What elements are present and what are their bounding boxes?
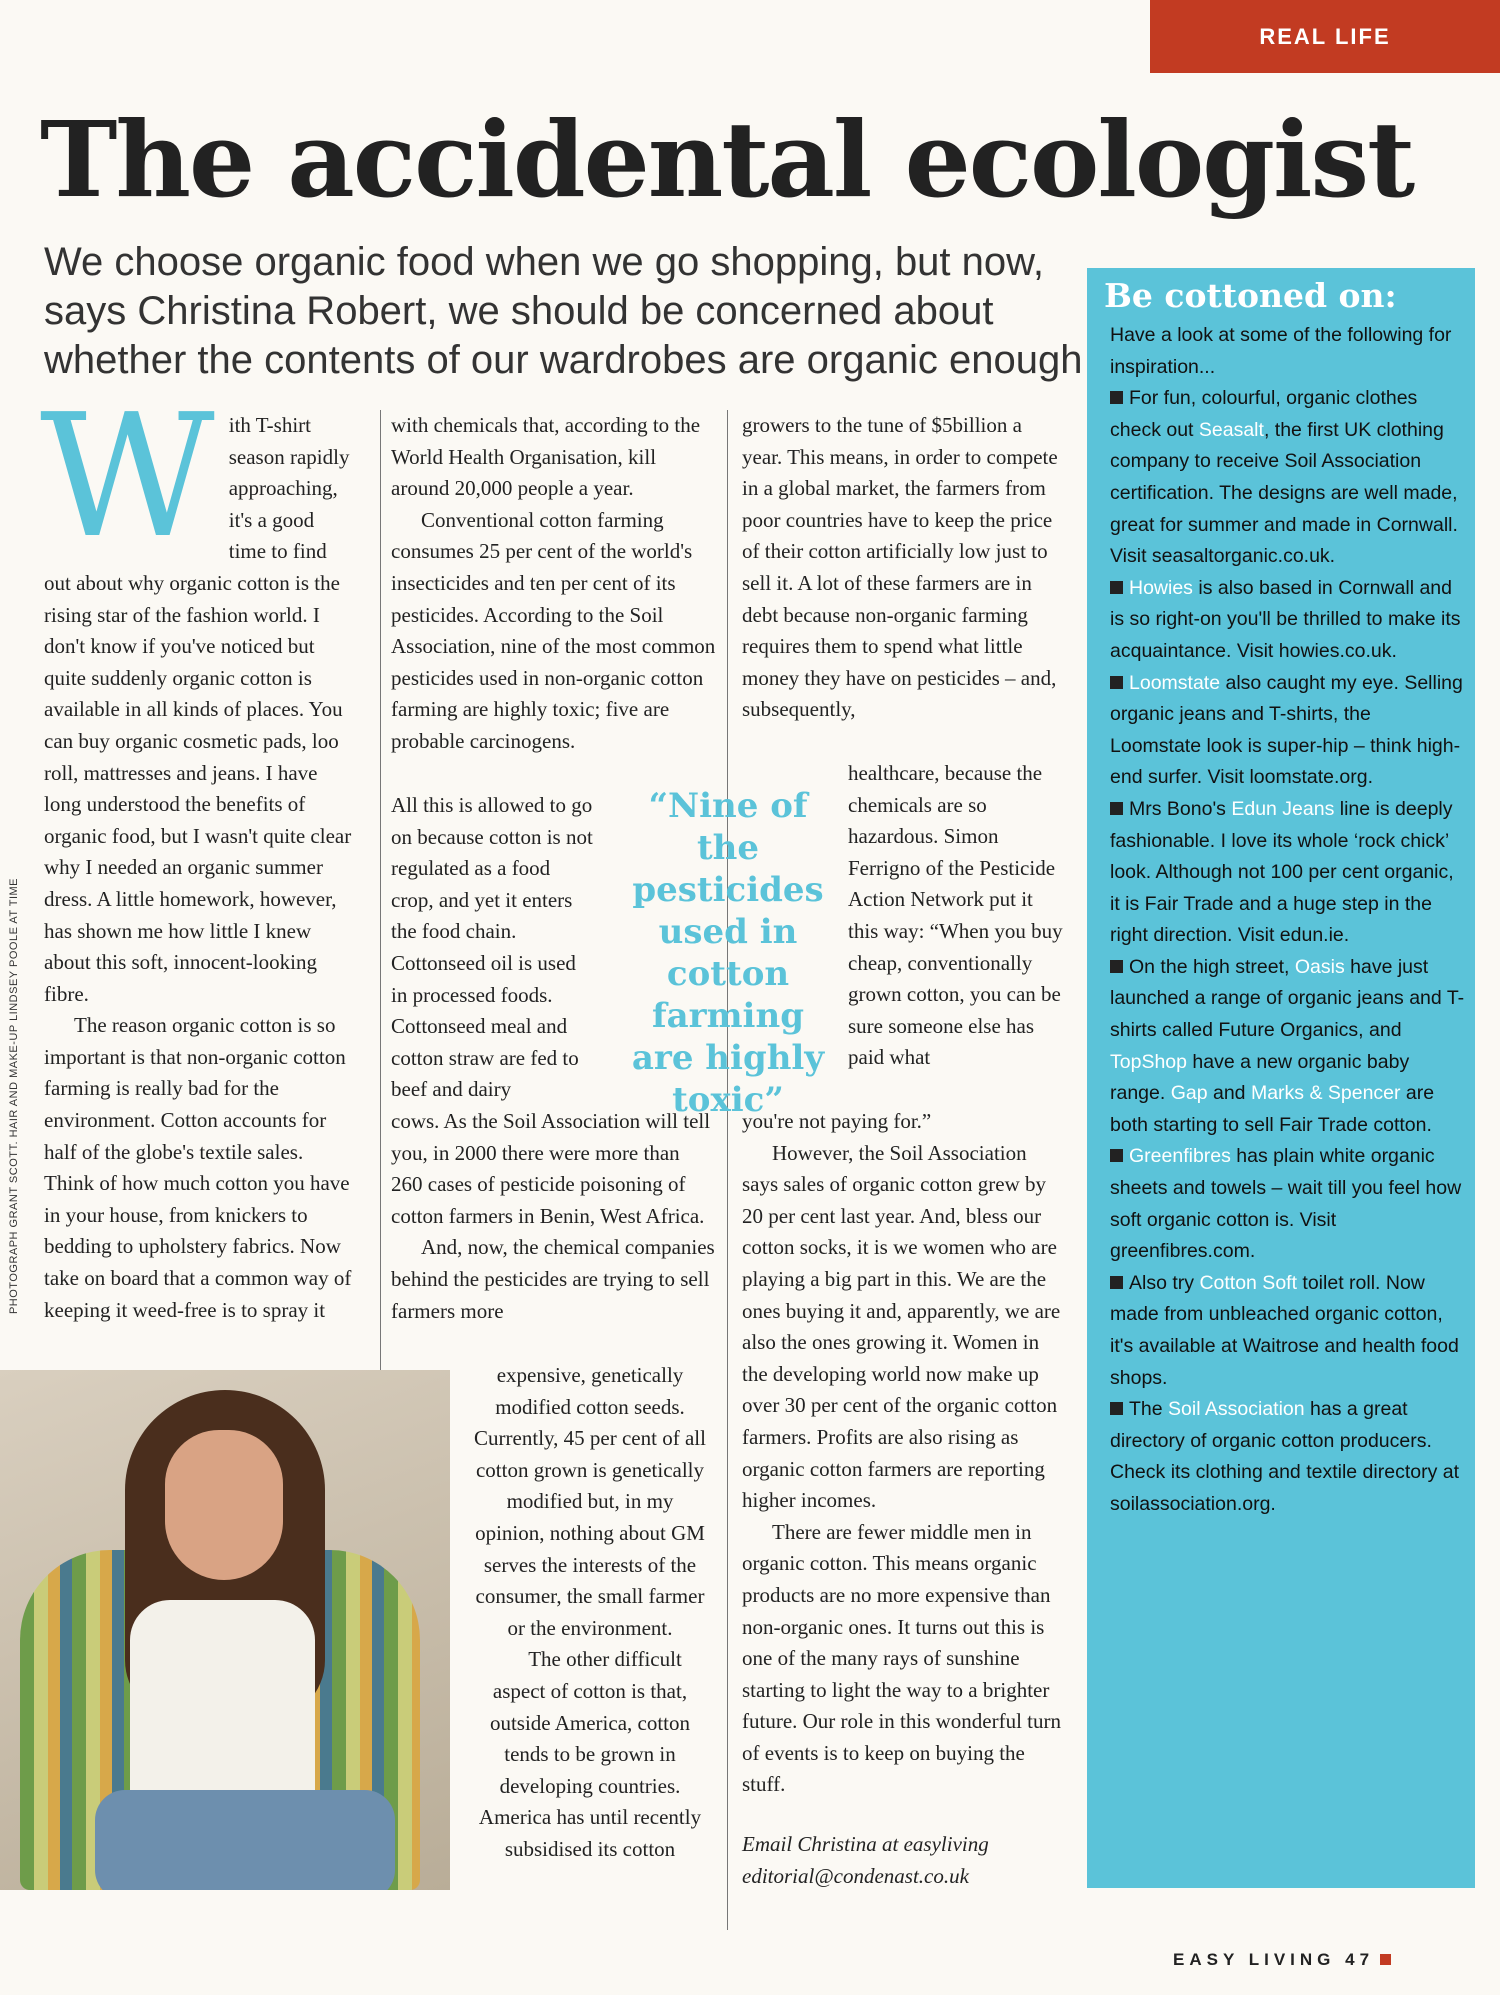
- column-3-top: [742, 410, 1067, 726]
- sidebar-item: Also try Cotton Soft toilet roll. Now made from unbleached organic cotton, it's available at Waitrose and health food shops.: [1110, 1271, 1459, 1389]
- sidebar-item: The Soil Association has a great directory of organic cotton producers. Check its clothing and textile directory at soilassociation.org.: [1110, 1398, 1460, 1515]
- bullet-square-icon: [1110, 391, 1123, 404]
- column-rule-1: [380, 410, 381, 1370]
- bullet-square-icon: [1110, 581, 1123, 594]
- column-2-wrap: [391, 790, 596, 1106]
- brand-name: Greenfibres: [1129, 1145, 1231, 1168]
- brand-name: Soil Association: [1168, 1398, 1305, 1421]
- brand-name: Gap: [1170, 1082, 1208, 1105]
- brand-name: Edun Jeans: [1231, 797, 1335, 820]
- sidebar-heading: Be cottoned on:: [1104, 276, 1397, 315]
- sidebar-item: Loomstate also caught my eye. Selling organic jeans and T-shirts, the Loomstate look is super-hip – think high-end surfer. Visit loomstate.org.: [1110, 671, 1463, 789]
- sidebar-body: [1110, 320, 1465, 1521]
- column-2-para-3: All this is allowed to go on because cotton is not regulated as a food crop, and yet it enters the food chain. Cottonseed oil is used in processed foods. Cottonseed meal and cotton straw are fed to beef and dairy: [391, 793, 593, 1102]
- page-number: 47: [1345, 1950, 1375, 1969]
- sidebar-box: [1087, 268, 1475, 1888]
- bullet-square-icon: [1110, 960, 1123, 973]
- column-3-wrap: [848, 758, 1066, 1074]
- sidebar-item: For fun, colourful, organic clothes check out Seasalt, the first UK clothing company to receive Soil Association certification. The designs are well made, great for summer and made in Cornwall. Visit seasaltorganic.co.uk.: [1110, 387, 1458, 568]
- column-3-para-4: However, the Soil Association says sales of organic cotton grew by 20 per cent last year. And, bless our cotton socks, it is we women who are playing a big part in this. We are the ones buying it and, apparently, we are also the ones growing it. Women in the developing world now make up over 30 per cent of the organic cotton farmers. Profits are also rising as organic cotton farmers are reporting higher incomes.: [742, 1140, 1061, 1513]
- bullet-square-icon: [1110, 676, 1123, 689]
- bullet-square-icon: [1110, 802, 1123, 815]
- column-2-para-7: The other difficult aspect of cotton is that, outside America, cotton tends to be grown in developing countries. America has until recently subsidised its cotton: [478, 1647, 702, 1861]
- brand-name: Seasalt: [1198, 418, 1264, 441]
- column-1-para-1: [40, 378, 356, 1010]
- sidebar-item: On the high street, Oasis have just launched a range of organic jeans and T-shirts called Future Organics, and TopShop have a new organic baby range. Gap and Marks & Spencer are both starting to sell Fair Trade cotton.: [1110, 955, 1465, 1136]
- brand-name: Howies: [1129, 576, 1193, 599]
- bullet-square-icon: [1110, 1402, 1123, 1415]
- sidebar-item: Greenfibres has plain white organic sheets and towels – wait till you feel how soft organic cotton is. Visit greenfibres.com.: [1110, 1145, 1462, 1263]
- author-photo: [0, 1370, 450, 1890]
- bullet-square-icon: [1110, 1276, 1123, 1289]
- column-2-mid: [391, 1106, 716, 1327]
- sidebar-item: Mrs Bono's Edun Jeans line is deeply fashionable. I love its whole ‘rock chick’ look. Although not 100 per cent organic, it is Fair Trade and a huge step in the right direction. Visit edun.ie.: [1110, 797, 1454, 947]
- column-2-para-4: cows. As the Soil Association will tell you, in 2000 there were more than 260 cases of pesticide poisoning of cotton farmers in Benin, West Africa.: [391, 1109, 711, 1228]
- column-3-para-5: There are fewer middle men in organic cotton. This means organic products are no more expensive than non-organic ones. It turns out this is one of the many rays of sunshine starting to light the way to a brighter future. Our role in this wonderful turn of events is to keep on buying the stuff.: [742, 1519, 1062, 1797]
- brand-name: Oasis: [1294, 955, 1345, 978]
- brand-name: TopShop: [1110, 1050, 1187, 1073]
- magazine-name: EASY LIVING: [1173, 1950, 1336, 1969]
- page-footer: [1173, 1950, 1391, 1970]
- column-2-top: [391, 410, 716, 758]
- brand-name: Loomstate: [1129, 671, 1221, 694]
- face: [165, 1430, 283, 1580]
- column-2-para-1: with chemicals that, according to the World Health Organisation, kill around 20,000 people a year.: [391, 413, 701, 501]
- column-1-para-1-text: ith T-shirt season rapidly approaching, it's a good time to find out about why organic cotton is the rising star of the fashion world. I don't know if you've noticed but quite suddenly organic cotton is available in all kinds of places. You can buy organic cosmetic pads, loo roll, mattresses and jeans. I have long understood the benefits of organic food, but I wasn't quite clear why I needed an organic summer dress. A little homework, however, has shown me how little I knew about this soft, innocent-looking fibre.: [44, 413, 352, 1006]
- column-2-para-2: Conventional cotton farming consumes 25 per cent of the world's insecticides and ten per cent of its pesticides. According to the Soil Association, nine of the most common pesticides used in non-organic cotton farming are highly toxic; five are probable carcinogens.: [391, 507, 716, 753]
- photo-credit: PHOTOGRAPH GRANT SCOTT. HAIR AND MAKE-UP LINDSEY POOLE AT TIME: [8, 877, 20, 1315]
- column-3-para-1: growers to the tune of $5billion a year. This means, in order to compete in a global market, the farmers from poor countries have to keep the price of their cotton artificially low just to sell it. A lot of these farmers are in debt because non-organic farming requires them to spend what little money they have on pesticides – and, subsequently,: [742, 413, 1058, 722]
- column-3-bottom: [742, 1106, 1067, 1892]
- column-2-para-6: expensive, genetically modified cotton seeds. Currently, 45 per cent of all cotton grown is genetically modified but, in my opinion, nothing about GM serves the interests of the consumer, the small farmer or the environment.: [474, 1363, 706, 1640]
- footer-square-icon: [1380, 1954, 1391, 1965]
- article-title: The accidental ecologist: [40, 98, 1414, 221]
- column-rule-2: [727, 410, 728, 1930]
- section-tag: REAL LIFE: [1150, 0, 1500, 73]
- jeans: [95, 1790, 395, 1890]
- column-1: [40, 378, 356, 1326]
- bullet-square-icon: [1110, 1149, 1123, 1162]
- sidebar-item: Howies is also based in Cornwall and is so right-on you'll be thrilled to make its acquaintance. Visit howies.co.uk.: [1110, 576, 1461, 662]
- brand-name: Cotton Soft: [1199, 1271, 1297, 1294]
- column-3-para-3: you're not paying for.”: [742, 1109, 932, 1133]
- column-1-para-2: The reason organic cotton is so important is that non-organic cotton farming is really bad for the environment. Cotton accounts for half of the globe's textile sales. Think of how much cotton you have in your house, from knickers to bedding to upholstery fabrics. Now take on board that a common way of keeping it weed-free is to spray it: [44, 1013, 352, 1322]
- standfirst: We choose organic food when we go shopping, but now, says Christina Robert, we should be concerned about whether the contents of our wardrobes are organic enough: [44, 240, 1083, 382]
- author-email: Email Christina at easyliving editorial@condenast.co.uk: [742, 1832, 989, 1888]
- column-3-para-2: healthcare, because the chemicals are so hazardous. Simon Ferrigno of the Pesticide Action Network put it this way: “When you buy cheap, conventionally grown cotton, you can be sure someone else has paid what: [848, 761, 1063, 1070]
- dropcap: W: [40, 378, 215, 576]
- sidebar-intro: Have a look at some of the following for inspiration...: [1110, 324, 1452, 378]
- pull-quote: “Nine of the pesticides used in cotton farming are highly toxic”: [631, 786, 825, 1120]
- column-2-para-5: And, now, the chemical companies behind the pesticides are trying to sell farmers more: [391, 1235, 715, 1323]
- column-2-bottom: [470, 1360, 710, 1866]
- brand-name: Marks & Spencer: [1250, 1082, 1401, 1105]
